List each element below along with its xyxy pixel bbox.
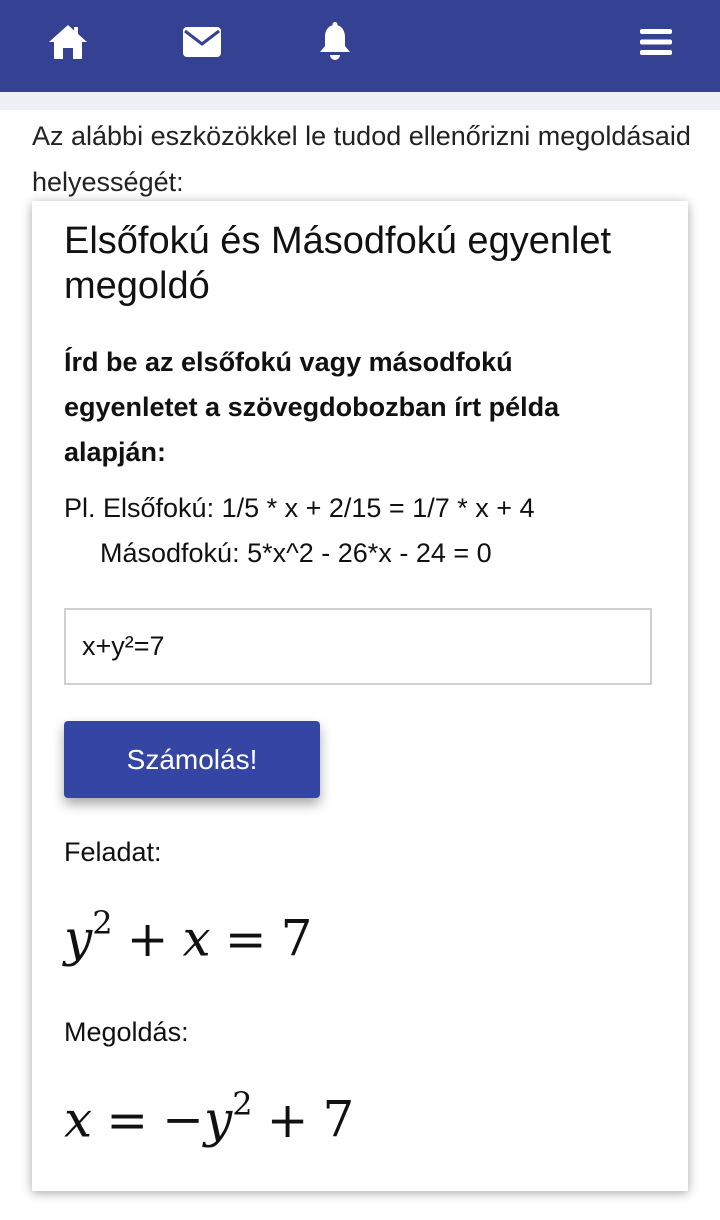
bell-icon[interactable] [313, 20, 357, 64]
instruction-text: Írd be az elsőfokú vagy másodfokú egyenletet a szövegdobozban írt példa alapján: [64, 347, 560, 467]
solution-equation [64, 1085, 355, 1149]
equation-solver-card [32, 201, 688, 1191]
task-equation [64, 904, 313, 968]
solution-var-x: x [64, 1090, 93, 1149]
calculate-button[interactable]: Számolás! [64, 721, 320, 798]
solution-equals: = [106, 1090, 149, 1149]
solution-label: Megoldás: [64, 1017, 189, 1047]
example-first-degree: Pl. Elsőfokú: 1/5 * x + 2/15 = 1/7 * x + 4 [64, 493, 535, 523]
task-equals: = [224, 909, 267, 968]
task-plus: + [126, 909, 169, 968]
envelope-icon[interactable] [180, 20, 224, 64]
task-exponent: 2 [92, 904, 113, 942]
home-icon[interactable] [46, 20, 90, 64]
solution-minus: − [162, 1090, 205, 1149]
solution-var-y: y [204, 1090, 233, 1149]
equation-input[interactable] [64, 608, 652, 685]
solution-plus: + [266, 1090, 309, 1149]
task-var-x: x [182, 909, 211, 968]
example-second-degree: Másodfokú: 5*x^2 - 26*x - 24 = 0 [100, 538, 492, 568]
hamburger-menu-icon[interactable] [634, 20, 678, 64]
intro-text: Az alábbi eszközökkel le tudod ellenőrizni megoldásaid helyességét: [32, 121, 691, 197]
top-navigation-bar [0, 0, 720, 92]
task-label: Feladat: [64, 837, 162, 867]
task-var-y: y [64, 909, 93, 968]
solution-exponent: 2 [232, 1085, 253, 1123]
solution-rhs: 7 [322, 1090, 355, 1149]
header-divider [0, 92, 720, 110]
card-title: Elsőfokú és Másodfokú egyenlet megoldó [64, 220, 612, 307]
task-rhs: 7 [280, 909, 313, 968]
